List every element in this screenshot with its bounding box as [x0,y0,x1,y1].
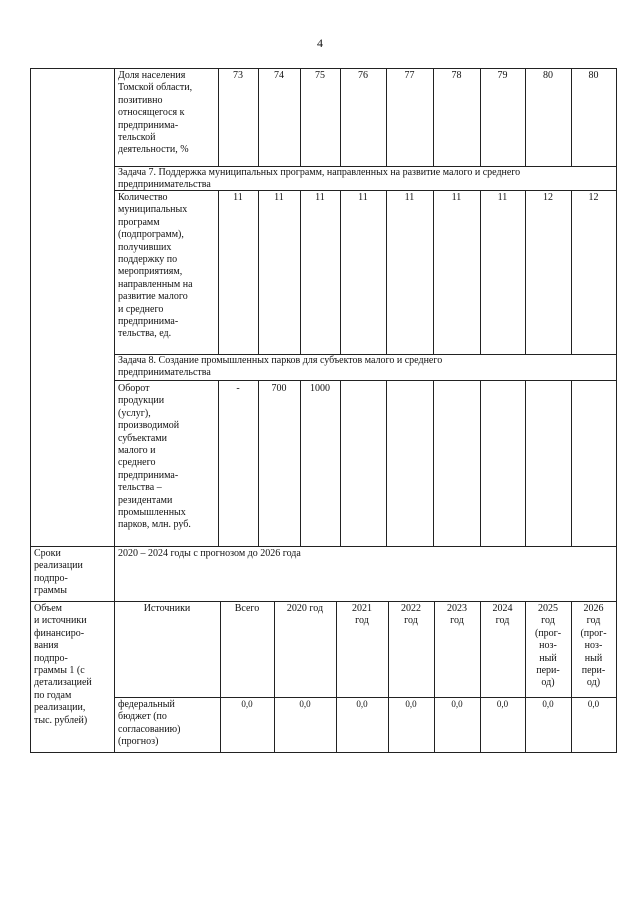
table-rule [616,68,617,753]
table-rule [480,380,481,546]
table-rule [571,190,572,354]
value-cell: 1000 [310,383,330,394]
amount-cell: 0,0 [587,699,600,709]
value-cell: 76 [358,70,368,81]
table-rule [480,68,481,166]
table-rule [571,68,572,166]
table-rule [571,380,572,546]
table-rule [300,190,301,354]
header-2025: 2025 год (прог- ноз- ный пери- од) [534,603,562,689]
value-cell: 11 [497,192,508,203]
amount-cell: 0,0 [451,699,463,709]
value-cell: 74 [274,70,284,81]
header-sources: Источники [143,603,191,614]
table-rule [525,68,526,166]
value-cell: 11 [274,192,284,203]
amount-cell: 0,0 [299,699,311,709]
table-rule [386,190,387,354]
table-rule [258,68,259,166]
header-total: Всего [234,603,260,614]
source-federal-budget: федеральный бюджет (по согласованию) (прогноз) [118,699,181,748]
table-rule [386,380,387,546]
value-cell: 79 [497,70,508,81]
header-2026: 2026 год (прог- ноз- ный пери- од) [580,603,607,689]
table-rule [300,380,301,546]
table-rule [114,697,617,698]
table-rule [480,190,481,354]
terms-label: Сроки реализации подпро- граммы [34,548,83,597]
header-2022: 2022 год [401,603,421,627]
value-cell: 11 [315,192,325,203]
table-rule [258,380,259,546]
header-2021: 2021 год [352,603,372,627]
terms-value: 2020 – 2024 годы с прогнозом до 2026 года [118,548,301,559]
indicator-population-share: Доля населения Томской области, позитивно относящегося к предпринима- тельской деятельности, % [118,70,193,156]
value-cell: 12 [588,192,599,203]
amount-cell: 0,0 [496,699,509,709]
value-cell: 11 [233,192,243,203]
amount-cell: 0,0 [356,699,368,709]
header-2020: 2020 год [286,603,324,614]
value-cell: 78 [451,70,462,81]
table-rule [218,68,219,166]
table-rule [274,601,275,753]
financing-label: Объем и источники финансиро- вания подпро- граммы 1 (с детализацией по годам реализации, тыс. рублей) [34,603,92,726]
indicator-industrial-parks-turnover: Оборот продукции (услуг), производимой субъектами малого и среднего предпринима- тельства – резидентами промышленных парков, млн. руб. [118,383,191,531]
table-rule [114,380,617,381]
value-cell: 12 [543,192,553,203]
table-rule [340,380,341,546]
amount-cell: 0,0 [241,699,253,709]
table-rule [433,68,434,166]
table-rule [386,68,387,166]
table-rule [218,380,219,546]
indicator-municipal-programs: Количество муниципальных программ (подпрограмм), получивших поддержку по мероприятиям, направленным на развитие малого и среднего предпринима- тельства, ед. [118,192,193,340]
table-rule [525,190,526,354]
value-cell: 700 [271,383,287,394]
table-rule [30,601,617,602]
amount-cell: 0,0 [405,699,417,709]
value-cell: 11 [451,192,462,203]
value-cell: 77 [404,70,415,81]
table-rule [220,601,221,753]
table-rule [218,190,219,354]
table-rule [340,68,341,166]
header-2024: 2024 год [492,603,513,627]
table-rule [300,68,301,166]
value-cell: 80 [588,70,599,81]
page-number: 4 [317,36,323,50]
table-rule [30,68,617,69]
value-cell: 11 [358,192,368,203]
task-7-title: Задача 7. Поддержка муниципальных программ, направленных на развитие малого и среднего предпринимательства [118,167,521,191]
table-rule [30,752,617,753]
task-8-title: Задача 8. Создание промышленных парков для субъектов малого и среднего предпринимательства [118,355,443,379]
value-cell: 75 [315,70,325,81]
header-2023: 2023 год [447,603,467,627]
value-cell: 80 [543,70,553,81]
table-rule [433,380,434,546]
table-rule [525,380,526,546]
value-cell: 73 [233,70,243,81]
table-rule [433,190,434,354]
value-cell: - [236,383,240,394]
table-rule [340,190,341,354]
table-rule [258,190,259,354]
value-cell: 11 [404,192,415,203]
amount-cell: 0,0 [542,699,554,709]
table-rule [30,546,617,547]
